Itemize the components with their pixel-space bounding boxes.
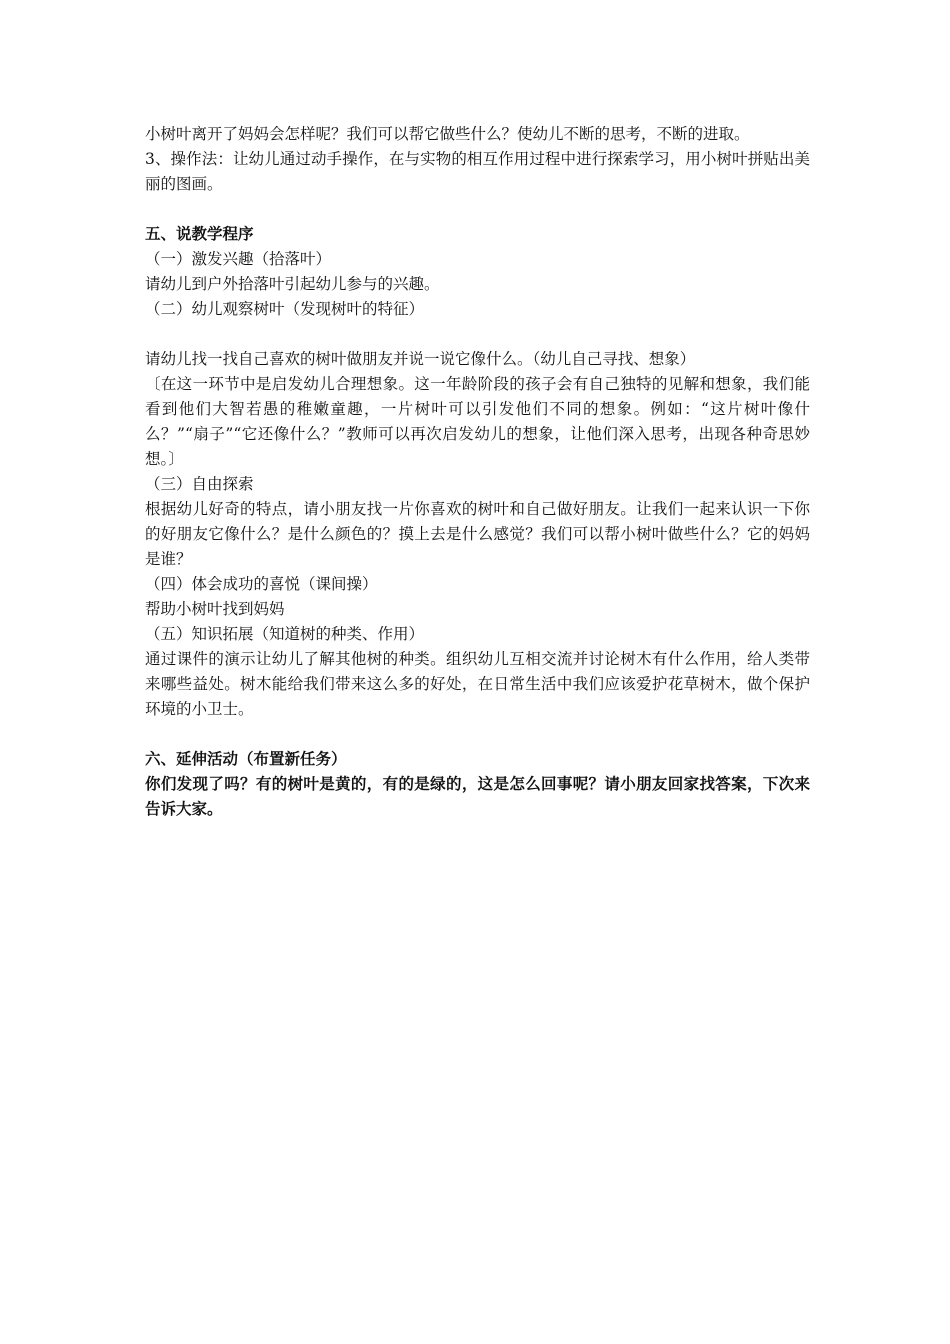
step-5-title: （五）知识拓展（知道树的种类、作用） bbox=[145, 625, 425, 643]
spacer bbox=[145, 722, 810, 747]
section-6-text: 你们发现了吗？有的树叶是黄的，有的是绿的，这是怎么回事呢？请小朋友回家找答案，下次来告诉大家。 bbox=[145, 775, 810, 818]
step-5-text: 通过课件的演示让幼儿了解其他树的种类。组织幼儿互相交流并讨论树木有什么作用，给人类带来哪些益处。树木能给我们带来这么多的好处，在日常生活中我们应该爱护花草树木，做个保护环境的小卫士。 bbox=[145, 650, 810, 718]
step-1-title: （一）激发兴趣（拾落叶） bbox=[145, 250, 332, 268]
step-4-title: （四）体会成功的喜悦（课间操） bbox=[145, 575, 378, 593]
paragraph-operation-method: 3、操作法：让幼儿通过动手操作，在与实物的相互作用过程中进行探索学习，用小树叶拼贴出美丽的图画。 bbox=[145, 150, 810, 193]
section-6-title: 六、延伸活动（布置新任务） bbox=[145, 750, 347, 768]
spacer bbox=[145, 322, 810, 347]
step-4-text: 帮助小树叶找到妈妈 bbox=[145, 600, 285, 618]
step-3-text: 根据幼儿好奇的特点，请小朋友找一片你喜欢的树叶和自己做好朋友。让我们一起来认识一下你的好朋友它像什么？是什么颜色的？摸上去是什么感觉？我们可以帮小树叶做些什么？它的妈妈是谁？ bbox=[145, 500, 810, 568]
step-2-note: 〔在这一环节中是启发幼儿合理想象。这一年龄阶段的孩子会有自己独特的见解和想象，我们能看到他们大智若愚的稚嫩童趣，一片树叶可以引发他们不同的想象。例如：“这片树叶像什么？”“扇子”“它还像什么？”教师可以再次启发幼儿的想象，让他们深入思考，出现各种奇思妙想。〕 bbox=[145, 375, 810, 468]
section-5-title: 五、说教学程序 bbox=[145, 225, 254, 243]
step-2-text: 请幼儿找一找自己喜欢的树叶做朋友并说一说它像什么。（幼儿自己寻找、想象） bbox=[145, 350, 696, 368]
step-2-title: （二）幼儿观察树叶（发现树叶的特征） bbox=[145, 300, 425, 318]
step-1-text: 请幼儿到户外拾落叶引起幼儿参与的兴趣。 bbox=[145, 275, 440, 293]
paragraph-intro: 小树叶离开了妈妈会怎样呢？我们可以帮它做些什么？使幼儿不断的思考，不断的进取。 bbox=[145, 125, 750, 143]
document-page bbox=[145, 122, 810, 822]
step-3-title: （三）自由探索 bbox=[145, 475, 254, 493]
spacer bbox=[145, 197, 810, 222]
